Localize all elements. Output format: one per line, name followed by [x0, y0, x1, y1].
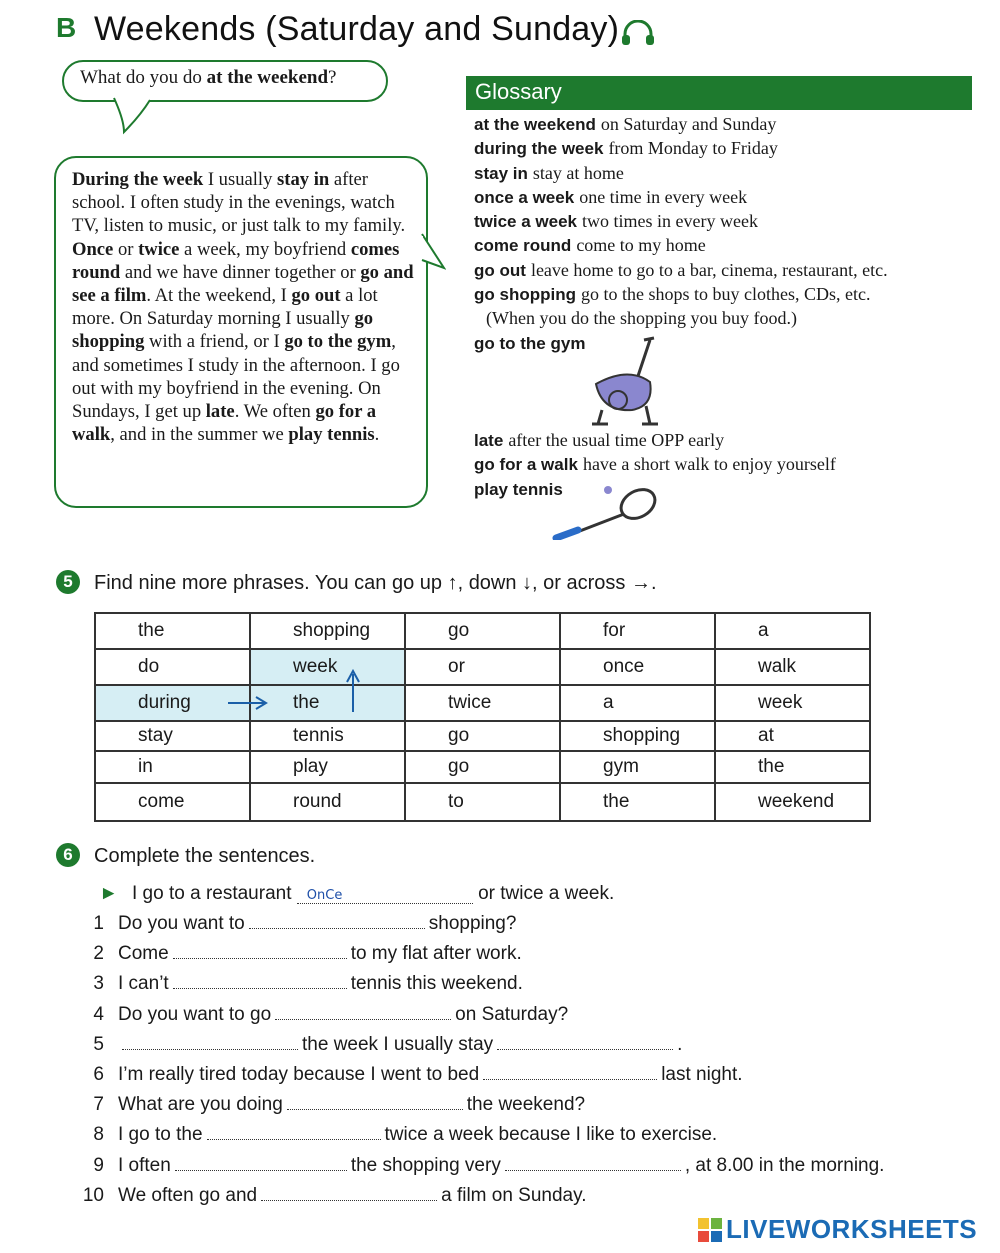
example-post: or twice a week. — [478, 883, 615, 904]
grid-cell[interactable]: stay — [95, 721, 250, 751]
sentence-7 — [80, 1094, 585, 1116]
story-text — [72, 168, 418, 446]
grid-cell[interactable]: weekend — [715, 783, 870, 821]
sentence-5 — [80, 1034, 682, 1056]
exercise-bike-icon — [588, 336, 668, 428]
grid-cell[interactable]: or — [405, 649, 560, 685]
glossary-definition: come to my home — [576, 235, 706, 256]
glossary-term: go shopping — [474, 285, 576, 305]
grid-cell[interactable]: a — [560, 685, 715, 721]
question-text — [80, 67, 336, 89]
sentence-3 — [80, 973, 523, 995]
grid-cell[interactable]: the — [95, 613, 250, 649]
question-bold: at the weekend — [206, 67, 329, 88]
glossary-term: go to the gym — [474, 333, 586, 353]
exercise-5-number: 5 — [56, 570, 80, 594]
glossary-term: go out — [474, 260, 526, 280]
headphones-icon — [620, 20, 656, 46]
question-pre: What do you do — [80, 67, 207, 88]
answer-blank[interactable] — [483, 1065, 657, 1080]
glossary-entry — [474, 430, 984, 454]
sentence-number: 8 — [93, 1124, 104, 1146]
sentence-text: last night. — [661, 1064, 743, 1085]
grid-row — [95, 613, 870, 649]
glossary-list — [474, 114, 984, 357]
sentence-number: 2 — [93, 943, 104, 965]
tennis-racket-icon — [552, 480, 662, 540]
bubble-tail — [112, 94, 162, 136]
grid-cell[interactable]: go — [405, 613, 560, 649]
glossary-entry — [474, 284, 984, 308]
story-segment: with a friend, or I — [144, 331, 285, 353]
grid-cell[interactable]: in — [95, 751, 250, 783]
sentence-text: the week I usually stay — [302, 1033, 494, 1055]
grid-cell[interactable]: go — [405, 751, 560, 783]
glossary-definition: stay at home — [532, 162, 624, 183]
sentence-text: twice a week because I like to exercise. — [384, 1124, 718, 1146]
sentence-text: the weekend? — [466, 1094, 586, 1116]
glossary-definition: leave home to go to a bar, cinema, restaurant, etc. — [530, 259, 888, 280]
grid-cell[interactable]: week — [715, 685, 870, 721]
glossary-definition: on Saturday and Sunday — [600, 114, 777, 134]
sentence-text: I can’t — [118, 973, 169, 995]
grid-cell[interactable]: shopping — [250, 613, 405, 649]
exercise-6-number: 6 — [56, 843, 80, 867]
glossary-term: come round — [474, 236, 572, 256]
question-post: ? — [328, 67, 337, 88]
story-segment: a lot more. On Saturday morning I usually — [72, 285, 378, 330]
sentence-text: tennis this weekend. — [350, 973, 523, 995]
grid-row — [95, 783, 870, 821]
story-segment: or — [113, 238, 139, 260]
sentence-8 — [80, 1124, 717, 1146]
story-segment: I usually — [203, 169, 278, 190]
example-pre: I go to a restaurant — [132, 883, 292, 904]
story-segment: , and sometimes I study in the afternoon. I go out with my boyfriend in the evening. On Sundays, I get up — [72, 331, 400, 423]
liveworksheets-logo-icon — [698, 1218, 722, 1242]
glossary-title: Glossary — [475, 79, 562, 104]
glossary-term: at the weekend — [474, 115, 596, 134]
grid-cell[interactable]: go — [405, 721, 560, 751]
grid-cell[interactable]: the — [560, 783, 715, 821]
answer-blank[interactable] — [287, 1095, 463, 1110]
grid-cell[interactable]: shopping — [560, 721, 715, 751]
story-segment: stay in — [277, 169, 330, 190]
glossary-entry — [474, 308, 984, 332]
grid-cell[interactable]: round — [250, 783, 405, 821]
sentence-number: 1 — [93, 913, 104, 934]
sentence-text: to my flat after work. — [350, 943, 522, 965]
sentence-text: the shopping very — [350, 1154, 501, 1176]
glossary-term: once a week — [474, 187, 575, 207]
glossary-list-2 — [474, 430, 984, 503]
answer-blank[interactable] — [175, 1156, 347, 1171]
sentence-text: What are you doing — [118, 1094, 283, 1116]
grid-row — [95, 649, 870, 685]
story-segment: Once — [72, 238, 114, 260]
grid-cell[interactable]: do — [95, 649, 250, 685]
glossary-term: go for a walk — [474, 455, 578, 475]
glossary-term: play tennis — [474, 479, 563, 499]
bubble-tail — [420, 230, 446, 274]
grid-row — [95, 721, 870, 751]
sentence-text: We often go and — [118, 1184, 258, 1206]
grid-cell[interactable]: the — [250, 685, 405, 721]
sentence-2 — [80, 943, 522, 965]
sentence-number: 9 — [93, 1154, 104, 1176]
glossary-term: during the week — [474, 139, 604, 159]
grid-cell[interactable]: to — [405, 783, 560, 821]
sentence-text: , at 8.00 in the morning. — [684, 1154, 885, 1176]
sentence-text: Do you want to — [118, 913, 245, 934]
sentence-text: . — [677, 1033, 683, 1055]
glossary-term: twice a week — [474, 212, 578, 232]
glossary-term: stay in — [474, 163, 528, 183]
answer-blank[interactable] — [275, 1005, 451, 1020]
answer-blank[interactable] — [173, 944, 347, 959]
sentence-4 — [80, 1004, 568, 1026]
story-segment: a week, my boyfriend — [179, 238, 351, 260]
grid-row — [95, 751, 870, 783]
answer-blank[interactable] — [249, 914, 425, 929]
story-segment: go out — [291, 285, 341, 307]
glossary-definition: two times in every week — [582, 211, 758, 232]
story-segment: and we have dinner together or — [120, 261, 361, 283]
sentence-text: Do you want to go — [118, 1003, 272, 1025]
glossary-definition: one time in every week — [579, 186, 748, 207]
glossary-term: late — [474, 431, 504, 450]
word-grid — [94, 612, 871, 822]
story-segment: . We often — [234, 401, 316, 423]
answer-blank[interactable] — [505, 1156, 681, 1171]
sentence-text: I’m really tired today because I went to bed — [118, 1064, 480, 1085]
grid-cell[interactable]: walk — [715, 649, 870, 685]
liveworksheets-logo: LIVEWORKSHEETS — [726, 1214, 978, 1244]
page-title: Weekends (Saturday and Sunday) — [94, 10, 620, 48]
grid-cell[interactable]: week — [250, 649, 405, 685]
glossary-definition: from Monday to Friday — [608, 138, 778, 159]
story-segment: go for a walk — [72, 401, 377, 446]
story-segment: after school. I often study in the evenings, watch TV, listen to music, or just talk to my family. — [72, 169, 406, 237]
sentence-text: I go to the — [118, 1124, 203, 1146]
sentence-10 — [80, 1185, 587, 1207]
sentence-6 — [80, 1064, 743, 1086]
story-segment: , and in the summer we — [110, 424, 289, 446]
grid-cell[interactable]: once — [560, 649, 715, 685]
grid-cell[interactable]: at — [715, 721, 870, 751]
story-segment: . — [374, 424, 380, 446]
sentence-text: on Saturday? — [455, 1003, 569, 1025]
grid-cell[interactable]: play — [250, 751, 405, 783]
arrow-up-icon — [344, 668, 362, 714]
glossary-entry — [474, 138, 984, 162]
glossary-definition: have a short walk to enjoy yourself — [582, 454, 836, 475]
story-segment: go shopping — [72, 308, 374, 353]
sentence-text: a film on Sunday. — [441, 1184, 587, 1206]
grid-cell[interactable]: gym — [560, 751, 715, 783]
glossary-definition: after the usual time OPP early — [508, 430, 725, 450]
sentence-number: 6 — [93, 1064, 104, 1085]
answer-blank[interactable] — [122, 1035, 298, 1050]
grid-cell[interactable]: for — [560, 613, 715, 649]
story-segment: . At the weekend, I — [146, 285, 292, 307]
glossary-entry — [474, 211, 984, 235]
exercise-6-title: Complete the sentences. — [94, 845, 316, 867]
grid-cell[interactable]: during — [95, 685, 250, 721]
answer-blank[interactable] — [207, 1125, 381, 1140]
story-segment: play tennis — [288, 424, 375, 446]
glossary-entry — [474, 163, 984, 187]
grid-cell[interactable]: tennis — [250, 721, 405, 751]
grid-cell[interactable]: twice — [405, 685, 560, 721]
sentence-text: shopping? — [428, 913, 517, 934]
sentence-number: 7 — [93, 1094, 104, 1116]
grid-cell[interactable]: a — [715, 613, 870, 649]
grid-cell[interactable]: come — [95, 783, 250, 821]
story-segment: comes round — [72, 238, 400, 283]
example-answer: OnCe — [297, 888, 473, 904]
glossary-entry — [474, 187, 984, 211]
example-sentence — [94, 883, 614, 905]
answer-blank[interactable] — [261, 1186, 437, 1201]
glossary-definition: (When you do the shopping you buy food.) — [486, 308, 797, 329]
sentence-number: 3 — [93, 973, 104, 995]
glossary-definition: go to the shops to buy clothes, CDs, etc. — [581, 284, 871, 305]
sentence-number: 4 — [93, 1003, 104, 1025]
answer-blank[interactable] — [173, 974, 347, 989]
story-segment: late — [205, 401, 235, 423]
glossary-entry — [474, 235, 984, 259]
story-segment: go and see a film — [72, 261, 414, 307]
exercise-5-title: Find nine more phrases. You can go up ↑, down ↓, or across →. — [94, 572, 657, 594]
glossary-entry — [474, 454, 984, 478]
sentence-text: Come — [118, 943, 169, 965]
arrow-right-icon — [226, 694, 270, 712]
glossary-entry — [474, 260, 984, 284]
answer-blank[interactable] — [497, 1035, 673, 1050]
sentence-number: 5 — [93, 1033, 104, 1055]
sentence-number: 10 — [82, 1184, 104, 1206]
grid-row — [95, 685, 870, 721]
glossary-entry — [474, 114, 984, 138]
glossary-entry — [474, 479, 984, 503]
grid-cell[interactable]: the — [715, 751, 870, 783]
sentence-text: I often — [118, 1154, 171, 1176]
story-segment: go to the gym — [284, 331, 392, 353]
example-marker: ► — [99, 883, 118, 904]
story-segment: twice — [138, 238, 180, 260]
section-letter: B — [56, 12, 77, 43]
glossary-entry — [474, 333, 984, 357]
sentence-9 — [80, 1155, 884, 1177]
sentence-1 — [80, 913, 516, 935]
story-segment: During the week — [72, 169, 204, 190]
